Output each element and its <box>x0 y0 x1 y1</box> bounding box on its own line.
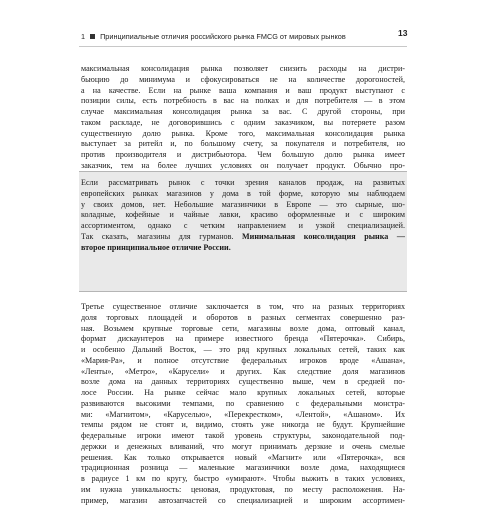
text-line: традиционная розница — маленькие магазинчики возле дома, находящиеся <box>81 463 405 474</box>
text-line: формат дискаунтеров на примере известного бренда «Пятерочка». Сибирь, <box>81 334 405 345</box>
text-line: европейских рынках магазинов у дома в той форме, которую мы наблюдаем <box>81 189 405 200</box>
paragraph-3 <box>81 302 405 506</box>
text-line: ми: «Магнитом», «Каруселью», «Перекрестком», «Лентой», «Ашаном». Их <box>81 410 405 421</box>
text-line: коладные, кофейные и чайные лавки, красиво оформленные и с широким <box>81 210 405 221</box>
text-line: федеральные игроки имеют такой уровень структуры, законодательной под- <box>81 431 405 442</box>
text-line: «Мария-Ра», и полное отсутствие федеральных игроков вроде «Ашана», <box>81 356 405 367</box>
text-line: максимальная консолидация рынка позволяет снизить расходы на дистри- <box>81 64 405 75</box>
text-line: а на качестве. Если на рынке ваша компания и ваш продукт выступают с <box>81 86 405 97</box>
running-header <box>81 29 421 43</box>
text-line: у своих домов, нет. Небольшие магазинчики в Европе — это сырные, шо- <box>81 200 405 211</box>
header-divider <box>79 46 407 47</box>
text-line: против производителя и дистрибьютора. Чем большую долю рынка имеет <box>81 150 405 161</box>
text-line: Если рассматривать рынок с точки зрения каналов продаж, на развитых <box>81 178 405 189</box>
text-line: заказчик, тем на более лучших условиях он получает продукт. Обычно про- <box>81 161 405 172</box>
text-line <box>81 232 405 243</box>
text-line: и особенно Дальний Восток, — это ряд крупных локальных сетей, таких как <box>81 345 405 356</box>
text-line: существенную долю рынка. Кроме того, максимальная консолидация рынка <box>81 129 405 140</box>
text-line: в радиусе 1 км по кругу, быстро «умирают». Чтобы выжить в таких условиях, <box>81 474 405 485</box>
text-line: доля торговых площадей и оборотов в разных сегментах совершенно раз- <box>81 313 405 324</box>
text-line: Третье существенное отличие заключается в том, что на разных территориях <box>81 302 405 313</box>
text-line: выступает за ритейл и, по большому счету, за покупателя и потребителя, но <box>81 139 405 150</box>
chapter-title: Принципиальные отличия российского рынка FMCG от мировых рынков <box>100 32 346 41</box>
text-line: развиваются высокими темпами, по сравнению с федеральными монстра- <box>81 399 405 410</box>
text-line: бьюцию до минимума и сфокусироваться не на количестве дорогоностей, <box>81 75 405 86</box>
paragraph-1 <box>81 64 405 182</box>
text-line: решения. Как только открывается новый «Магнит» или «Пятерочка», вся <box>81 453 405 464</box>
text-line: «Ленты», «Метро», «Карусели» и других. Как следствие доля магазинов <box>81 367 405 378</box>
text-run: Так сказать, магазины для гурманов. <box>81 232 233 241</box>
text-line: ассортиментом, однако с четким направлением и узкой специализацией. <box>81 221 405 232</box>
text-line: темпы рядом не стоят и, видимо, стоять уже никогда не будут. Крупнейшие <box>81 420 405 431</box>
bold-emphasis: Минимальная консолидация рынка — <box>242 232 405 241</box>
page-number: 13 <box>398 28 407 38</box>
bold-emphasis-line: второе принципиальное отличие России. <box>81 243 405 254</box>
text-line: держки и денежных вливаний, что могут принимать дерзкие и очень смелые <box>81 442 405 453</box>
text-line: таком раскладе, не договорившись с одним заказчиком, вы потеряете разом <box>81 118 405 129</box>
text-line: случае максимальная консолидация рынка за вас. С другой стороны, при <box>81 107 405 118</box>
text-line: позиции силы, есть потребность в вас на полках и для потребителя — в этом <box>81 96 405 107</box>
text-line: лосе России. На рынке сейчас мало крупных локальных сетей, которые <box>81 388 405 399</box>
text-line: им нужна уникальность: ценовая, продуктовая, по месту расположения. На- <box>81 485 405 496</box>
paragraph-2 <box>81 178 405 253</box>
chapter-number: 1 <box>81 32 85 41</box>
text-line: пример, магазин автозапчастей со специализацией и широким ассортимен- <box>81 496 405 506</box>
text-line: возле дома на данных территориях существенно выше, чем в средней по- <box>81 377 405 388</box>
square-bullet-icon <box>90 34 95 39</box>
text-line: ная. Возьмем крупные торговые сети, магазины возле дома, оптовый канал, <box>81 324 405 335</box>
